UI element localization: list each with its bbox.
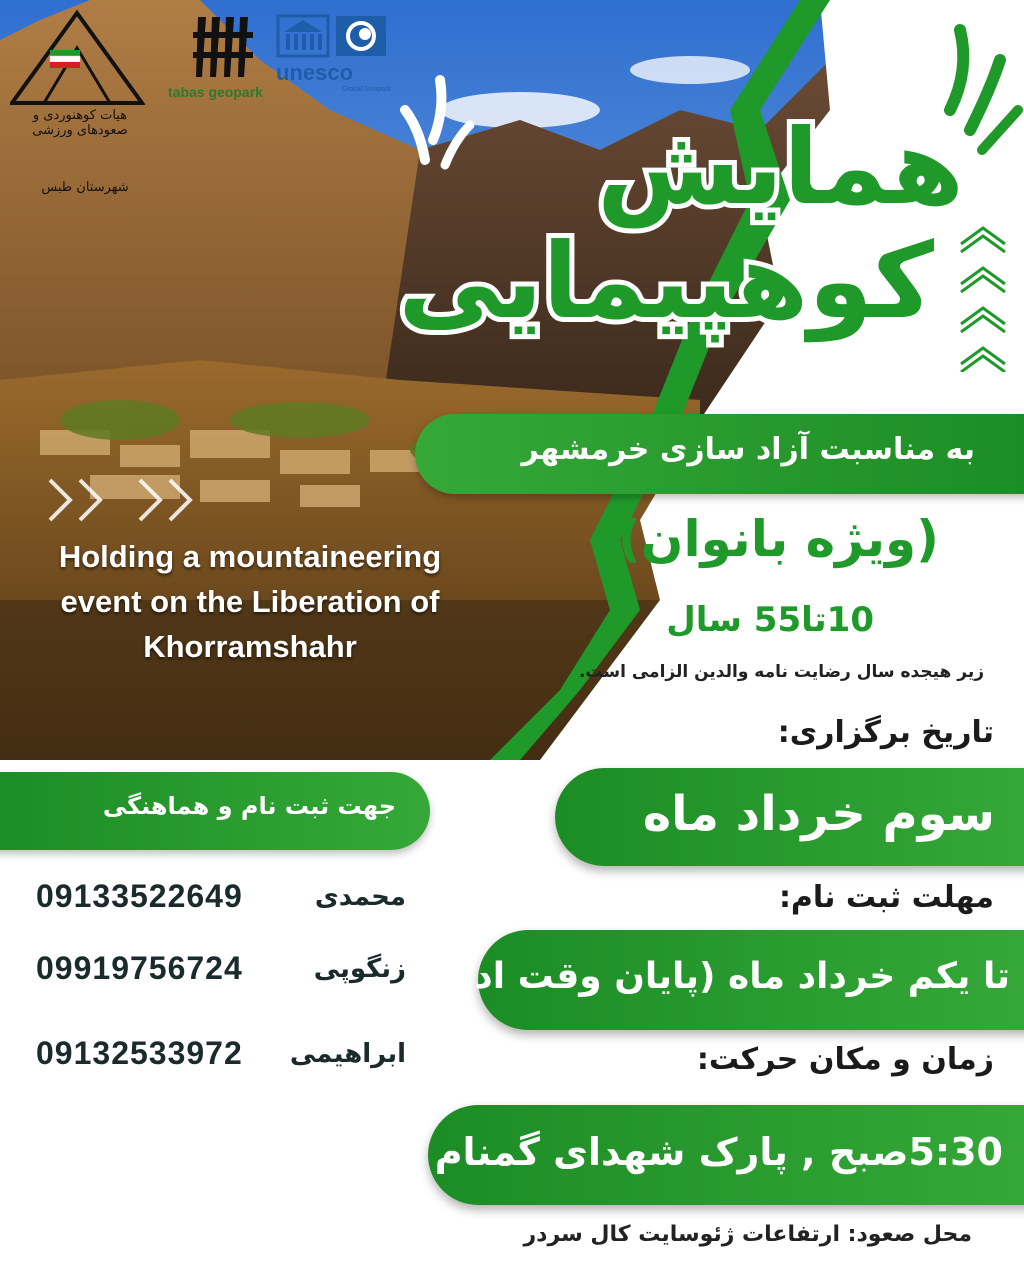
arrows-right-icon: [40, 470, 200, 530]
federation-city: شهرستان طبس: [41, 180, 129, 195]
departure-label: زمان و مکان حرکت:: [696, 1042, 994, 1077]
geopark-word-geopark: geopark: [208, 84, 263, 100]
registration-heading-pill: [0, 772, 430, 850]
geopark-emblem-icon: [168, 12, 268, 82]
unesco-logo: [276, 14, 396, 102]
chevrons-up-icon: [955, 222, 1011, 372]
mountain-logo-icon: [10, 8, 145, 108]
contact-phone[interactable]: 09132533972: [36, 1035, 243, 1071]
geopark-wordmark: [168, 84, 288, 100]
ascent-location: محل صعود: ارتفاعات ژئوسایت کال سردر: [523, 1222, 972, 1247]
event-date-pill: [555, 768, 1024, 866]
contact-name: زنگوپی: [313, 954, 406, 984]
contact-name: محمدی: [314, 882, 406, 912]
parental-consent-note: زیر هیجده سال رضایت نامه والدین الزامی است.: [578, 662, 984, 682]
contact-item: [36, 1035, 406, 1075]
title-line-1: همایش: [597, 106, 964, 228]
contact-item: [36, 878, 406, 918]
contact-phone[interactable]: 09133522649: [36, 878, 243, 914]
event-date-value: سوم خرداد ماه: [642, 786, 995, 842]
unesco-emblem-icon: [276, 14, 396, 59]
main-title: [264, 106, 964, 343]
federation-name: هیات کوهنوردی و صعودهای ورزشی: [32, 108, 128, 138]
contact-name: ابراهیمی: [289, 1039, 406, 1069]
event-date-label: تاریخ برگزاری:: [777, 715, 994, 750]
departure-value: 5:30صبح , پارک شهدای گمنام: [434, 1130, 1003, 1174]
registration-deadline-label: مهلت ثبت نام:: [778, 880, 994, 915]
contact-phone[interactable]: 09919756724: [36, 950, 243, 986]
women-only-label: (ویژه بانوان): [617, 510, 939, 568]
occasion-text: به مناسبت آزاد سازی خرمشهر: [521, 432, 975, 467]
registration-heading: جهت ثبت نام و هماهنگی: [102, 792, 396, 820]
title-line-2: کوهپیمایی: [398, 220, 934, 343]
tabas-geopark-logo: [168, 12, 278, 107]
occasion-banner: [415, 414, 1024, 494]
age-range: 10تا55 سال: [666, 600, 874, 640]
registration-deadline-pill: [391, 930, 1024, 1030]
federation-logo: [10, 8, 145, 208]
departure-pill: [428, 1105, 1024, 1205]
geopark-word-tabas: tabas: [168, 84, 205, 100]
english-caption: Holding a mountaineering event on the Liberation of Khorramshahr: [58, 539, 442, 664]
unesco-subtitle: Global Geopark: [342, 86, 392, 93]
unesco-wordmark: unesco: [276, 60, 354, 85]
contact-item: [36, 950, 406, 990]
registration-deadline-value: تا یکم خرداد ماه (پایان وقت اداری): [391, 956, 1010, 997]
